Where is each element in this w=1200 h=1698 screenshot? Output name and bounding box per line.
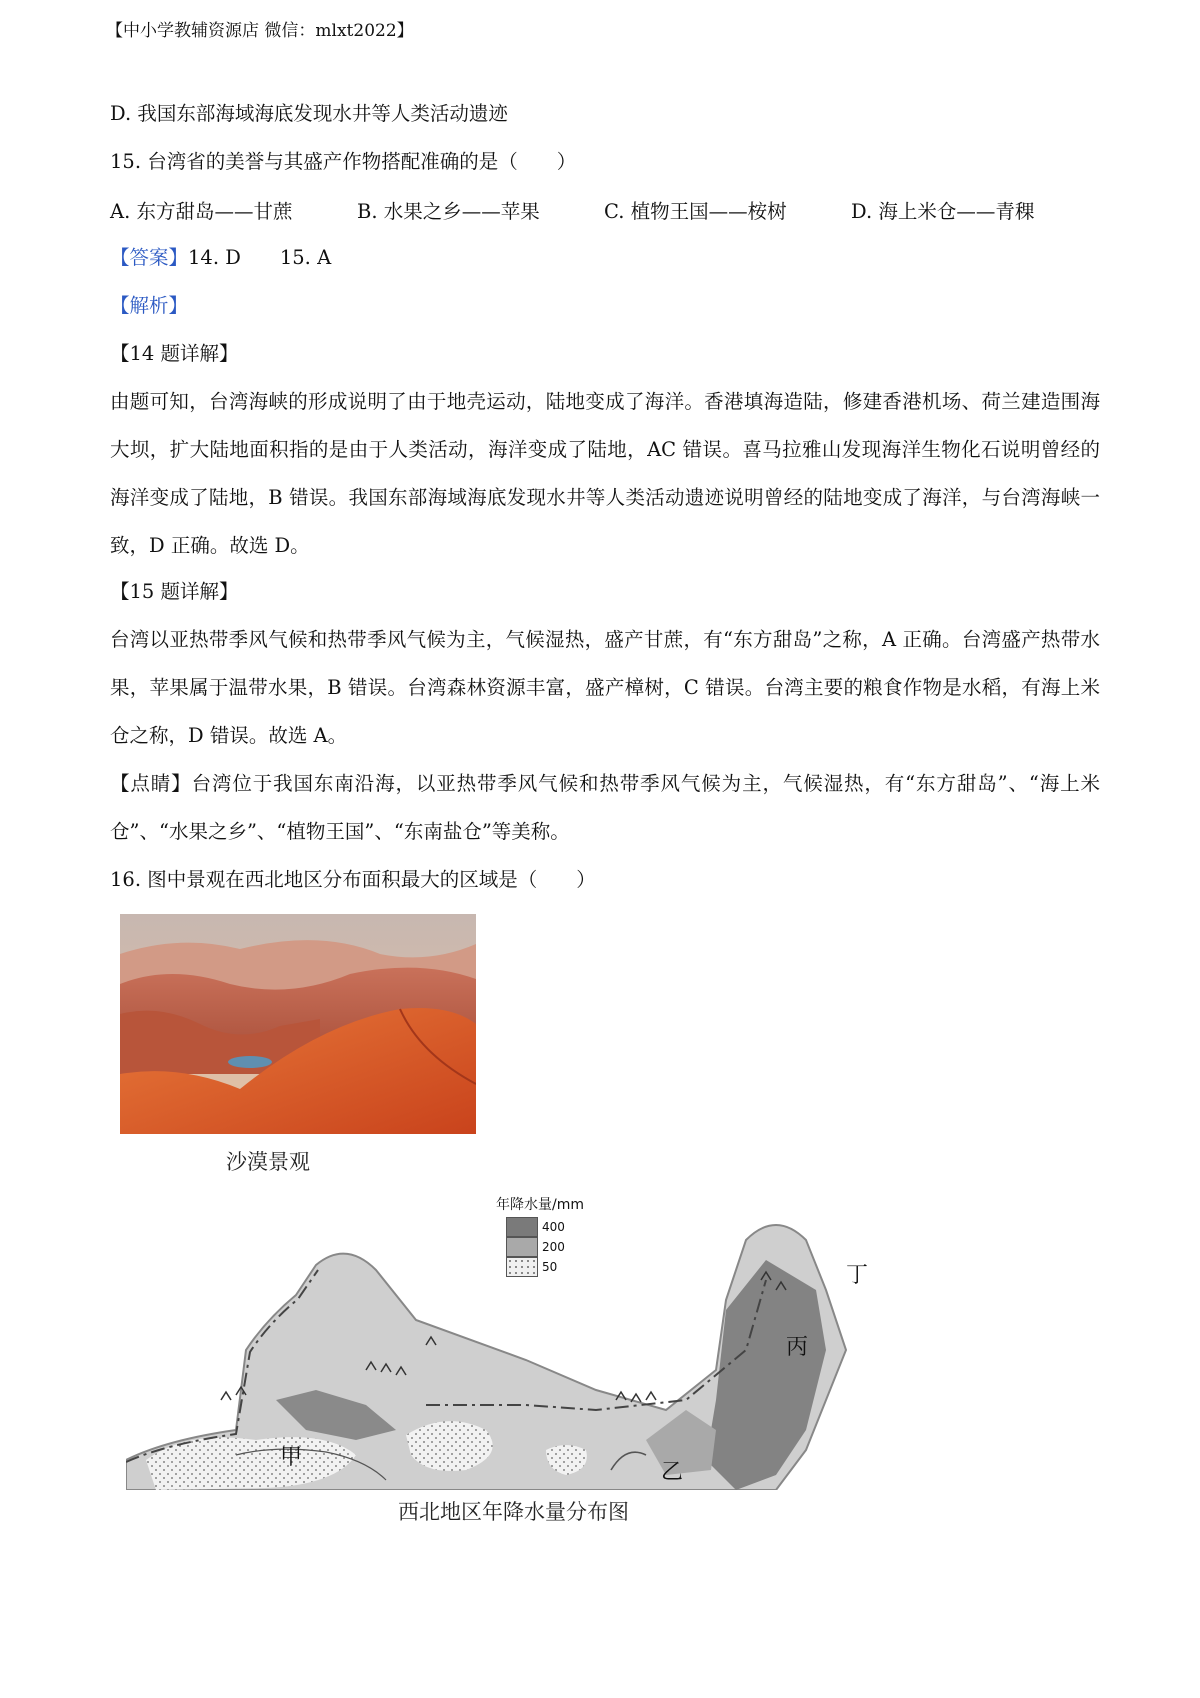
precipitation-map (126, 1197, 886, 1490)
q14-option-d: D. 我国东部海域海底发现水井等人类活动遗迹 (110, 102, 508, 125)
desert-photo (120, 914, 476, 1134)
legend-swatch-200 (506, 1237, 538, 1257)
analysis-tag: 【解析】 (110, 294, 189, 317)
legend-swatch-400 (506, 1217, 538, 1237)
map-caption: 西北地区年降水量分布图 (398, 1500, 629, 1524)
answer-line (110, 244, 331, 272)
legend-swatch-50 (506, 1257, 538, 1277)
detail14-body: 由题可知，台湾海峡的形成说明了由于地壳运动，陆地变成了海洋。香港填海造陆，修建香港机场、荷兰建造围海大坝，扩大陆地面积指的是由于人类活动，海洋变成了陆地，AC 错误。喜马拉雅山发现海洋生物化石说明曾经的海洋变成了陆地，B 错误。我国东部海域海底发现水井等人类活动遗迹说明曾经的陆地变成了海洋，与台湾海峡一致，D 正确。故选 D。 (110, 390, 1100, 557)
legend-item (506, 1217, 584, 1237)
detail14-title: 【14 题详解】 (110, 342, 239, 365)
q15-stem: 15. 台湾省的美誉与其盛产作物搭配准确的是（ ） (110, 150, 577, 173)
detail15-title: 【15 题详解】 (110, 580, 239, 603)
q15-option-d: D. 海上米仓——青稞 (851, 200, 1035, 223)
detail15-body: 台湾以亚热带季风气候和热带季风气候为主，气候湿热，盛产甘蔗，有“东方甜岛”之称，A 正确。台湾盛产热带水果，苹果属于温带水果，B 错误。台湾森林资源丰富，盛产樟树，C 错误。台湾主要的粮食作物是水稻，有海上米仓之称，D 错误。故选 A。 (110, 628, 1100, 747)
answer-tag: 【答案】 (110, 246, 189, 269)
q15-option-a: A. 东方甜岛——甘蔗 (110, 200, 293, 223)
q15-option-b: B. 水果之乡——苹果 (357, 200, 540, 223)
tip-body: 台湾位于我国东南沿海，以亚热带季风气候和热带季风气候为主，气候湿热，有“东方甜岛”、“海上米仓”、“水果之乡”、“植物王国”、“东南盐仓”等美称。 (110, 772, 1100, 843)
legend-label-400: 400 (542, 1220, 565, 1234)
tip-tag: 【点睛】 (110, 772, 192, 795)
legend-title: 年降水量/mm (496, 1197, 584, 1213)
legend-label-50: 50 (542, 1260, 558, 1274)
map-legend (496, 1194, 584, 1277)
answer-text: 14. D 15. A (188, 246, 332, 269)
q15-option-c: C. 植物王国——桉树 (604, 200, 787, 223)
photo-caption: 沙漠景观 (226, 1150, 310, 1174)
region-label-bing: 丙 (786, 1335, 809, 1360)
legend-label-200: 200 (542, 1240, 565, 1254)
legend-item (506, 1257, 584, 1277)
region-label-jia: 甲 (280, 1445, 303, 1470)
q16-stem: 16. 图中景观在西北地区分布面积最大的区域是（ ） (110, 868, 596, 891)
region-label-yi: 乙 (661, 1460, 684, 1485)
region-label-ding: 丁 (846, 1263, 869, 1288)
page-header: 【中小学教辅资源店 微信：mlxt2022】 (106, 21, 414, 41)
tip-paragraph (110, 760, 1100, 856)
legend-item (506, 1237, 584, 1257)
